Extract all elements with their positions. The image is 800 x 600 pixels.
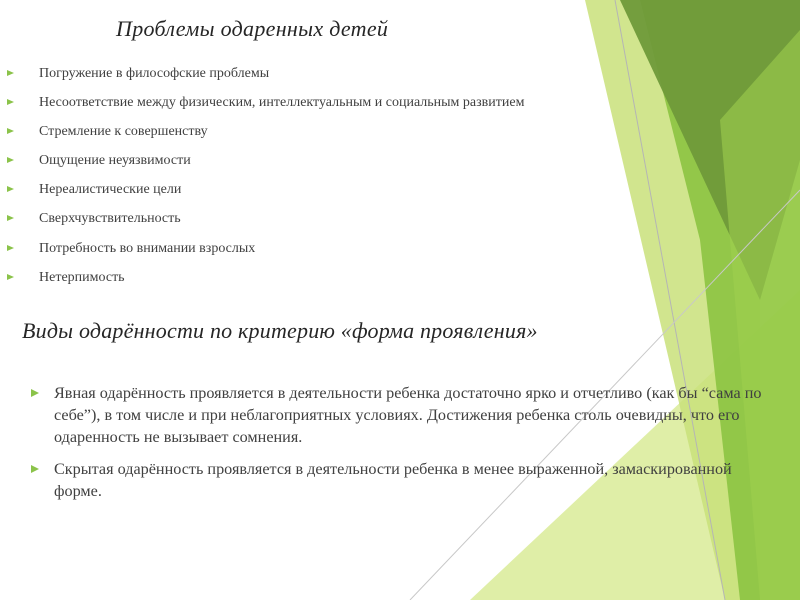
bullet-triangle-icon — [7, 128, 14, 134]
list-item — [0, 93, 700, 122]
list-item-text: Явная одарённость проявляется в деятельности ребенка достаточно ярко и отчетливо (как бы “сама по себе”), в том числе и при неблагоприятных условиях. Достижения ребенка столь очевидны, что его одаренность не вызывает сомнения. — [54, 384, 762, 446]
section-subtitle: Виды одарённости по критерию «форма проявления» — [22, 318, 538, 343]
list-item — [0, 180, 700, 209]
list-item-text: Стремление к совершенству — [39, 124, 208, 140]
bullet-triangle-icon — [7, 186, 14, 192]
list-item-text: Несоответствие между физическим, интеллектуальным и социальным развитием — [39, 95, 525, 111]
list-item — [0, 151, 700, 180]
list-item — [0, 209, 700, 238]
list-item — [0, 458, 770, 502]
list-item — [0, 382, 770, 448]
bullet-triangle-icon — [7, 157, 14, 163]
list-item-text: Скрытая одарённость проявляется в деятельности ребенка в менее выраженной, замаскированной форме. — [54, 460, 732, 500]
list-item-text: Сверхчувствительность — [39, 211, 181, 227]
list-item — [0, 268, 700, 297]
slide-title: Проблемы одаренных детей — [116, 16, 389, 41]
bullet-triangle-icon — [7, 245, 14, 251]
list-item — [0, 122, 700, 151]
bullet-triangle-icon — [31, 389, 39, 397]
list-item-text: Нереалистические цели — [39, 182, 182, 198]
giftedness-types-list — [0, 382, 770, 512]
bullet-triangle-icon — [7, 215, 14, 221]
list-item-text: Погружение в философские проблемы — [39, 66, 270, 81]
bullet-triangle-icon — [31, 465, 39, 473]
bullet-triangle-icon — [7, 274, 14, 280]
bullet-triangle-icon — [7, 70, 14, 76]
list-item-text: Ощущение неуязвимости — [39, 153, 191, 169]
list-item-text: Нетерпимость — [39, 269, 125, 285]
bullet-triangle-icon — [7, 99, 14, 105]
list-item — [0, 239, 700, 268]
problems-list — [0, 64, 700, 297]
list-item-text: Потребность во внимании взрослых — [39, 240, 256, 256]
list-item — [0, 64, 700, 93]
